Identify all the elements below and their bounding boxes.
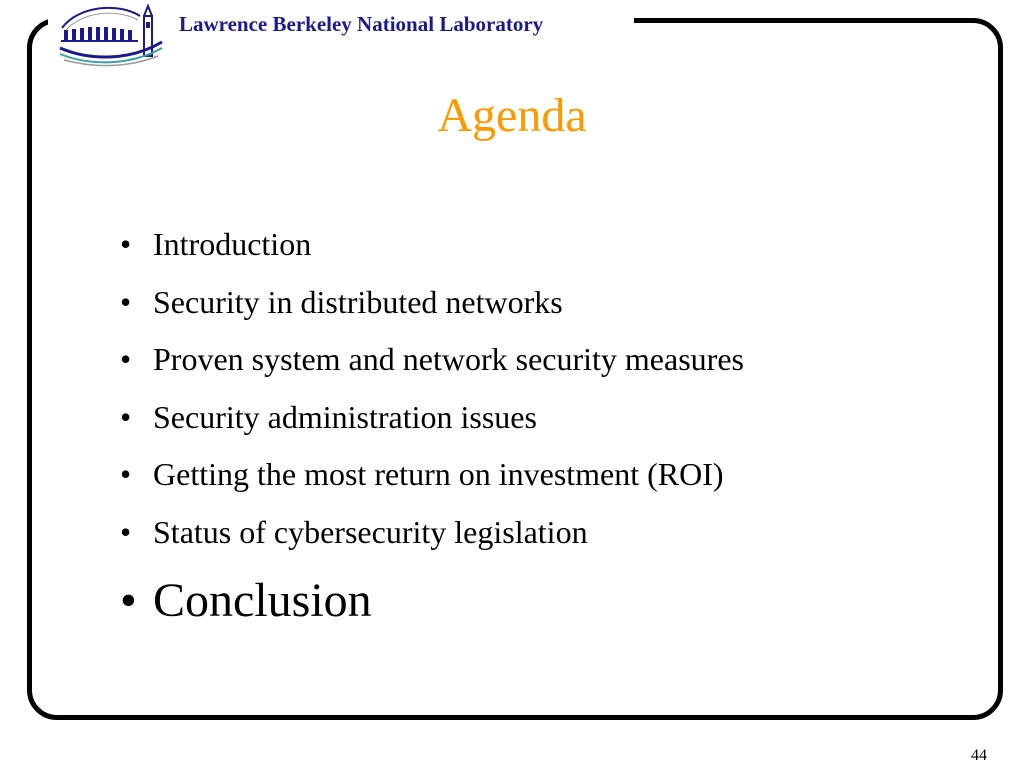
lbnl-logo-icon bbox=[58, 2, 164, 68]
agenda-item-text: Proven system and network security measures bbox=[153, 341, 744, 377]
bullet-icon: • bbox=[120, 283, 132, 320]
slide-title: Agenda bbox=[437, 89, 587, 142]
agenda-item-text: Introduction bbox=[153, 226, 312, 262]
agenda-item-text: Security in distributed networks bbox=[153, 283, 563, 320]
agenda-item-distributed-networks bbox=[120, 284, 744, 342]
bullet-icon: • bbox=[120, 226, 132, 262]
bullet-icon: • bbox=[120, 398, 132, 435]
agenda-item-legislation bbox=[120, 514, 744, 572]
agenda-item-roi bbox=[120, 456, 744, 514]
page-number: 44 bbox=[971, 747, 987, 764]
bullet-icon: • bbox=[120, 513, 132, 550]
agenda-list bbox=[120, 226, 744, 639]
agenda-item-text: Getting the most return on investment (ROI) bbox=[153, 456, 724, 492]
bullet-icon: • bbox=[120, 456, 132, 492]
agenda-item-text: Conclusion bbox=[153, 574, 372, 627]
agenda-item-administration-issues bbox=[120, 399, 744, 457]
agenda-item-conclusion bbox=[120, 573, 744, 639]
agenda-item-text: Status of cybersecurity legislation bbox=[153, 513, 588, 550]
organization-name: Lawrence Berkeley National Laboratory bbox=[179, 12, 544, 36]
bullet-icon: • bbox=[120, 341, 132, 377]
agenda-item-security-measures bbox=[120, 341, 744, 399]
bullet-icon: • bbox=[120, 574, 137, 627]
agenda-item-text: Security administration issues bbox=[153, 398, 537, 435]
agenda-item-introduction bbox=[120, 226, 744, 284]
